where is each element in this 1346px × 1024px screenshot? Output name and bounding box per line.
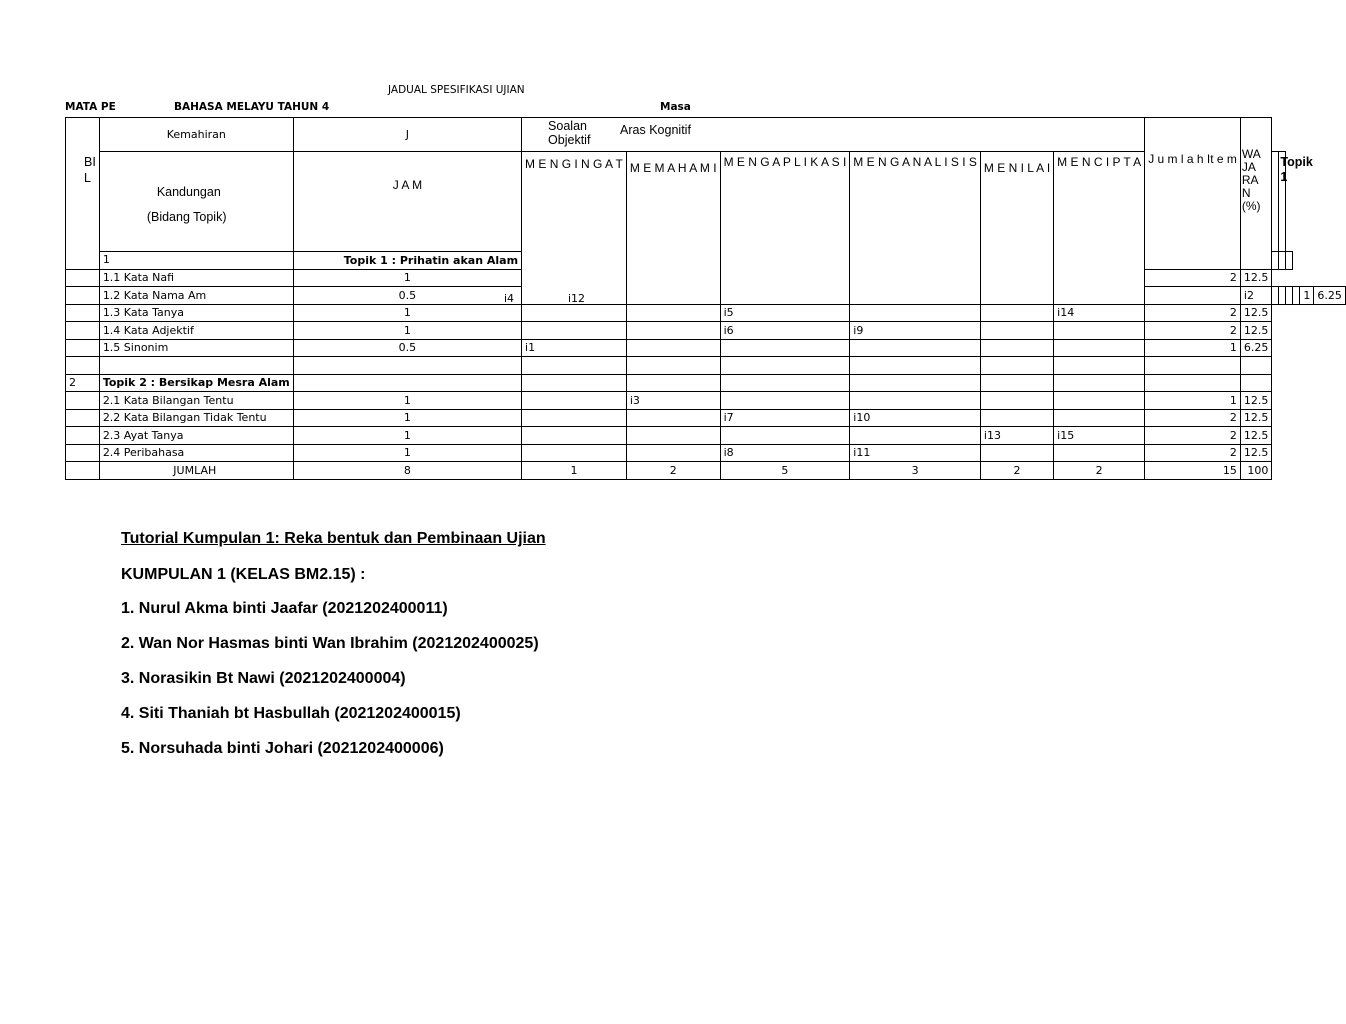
row-2-1-c2: i3 <box>626 392 720 410</box>
row-1-4-c3: i6 <box>720 322 850 340</box>
row-2-3-c6: i15 <box>1054 427 1145 445</box>
soalan-aras-header <box>522 118 1145 152</box>
row-1-3-c1 <box>522 304 627 322</box>
topic1-bil: 1 <box>99 252 293 270</box>
row-2-1-c5 <box>980 392 1053 410</box>
row-2-4-wajaran: 12.5 <box>1240 444 1272 462</box>
row-2-3-c5: i13 <box>980 427 1053 445</box>
total-c6: 2 <box>1054 462 1145 480</box>
member-2: 2. Wan Nor Hasmas binti Wan Ibrahim (2021202400025) <box>121 635 539 652</box>
row-1-5-jumlah: 1 <box>1145 339 1241 357</box>
row-1-2-jam: 0.5 <box>293 287 521 305</box>
table-row-bil <box>66 304 100 322</box>
row-1-4-c5 <box>980 322 1053 340</box>
row-1-2-c6 <box>1293 287 1300 305</box>
row-2-3-name: 2.3 Ayat Tanya <box>99 427 293 445</box>
row-2-3-jam: 1 <box>293 427 521 445</box>
row-2-2-c4: i10 <box>850 409 981 427</box>
topic1-cell <box>1272 152 1313 252</box>
row-1-4-c2 <box>626 322 720 340</box>
topic1-name: Topik 1 : Prihatin akan Alam <box>293 252 521 270</box>
member-3: 3. Norasikin Bt Nawi (2021202400004) <box>121 670 406 687</box>
table-row-bil <box>66 322 100 340</box>
row-2-2-name: 2.2 Kata Bilangan Tidak Tentu <box>99 409 293 427</box>
row-2-1-c1 <box>522 392 627 410</box>
row-2-1-c3 <box>720 392 850 410</box>
total-jumlah: 15 <box>1145 462 1241 480</box>
row-2-1-wajaran: 12.5 <box>1240 392 1272 410</box>
duration-label: Masa <box>660 101 691 113</box>
row-2-4-c1 <box>522 444 627 462</box>
row-2-2-c6 <box>1054 409 1145 427</box>
row-1-2-c1 <box>1145 287 1241 305</box>
row-1-3-wajaran: 12.5 <box>1240 304 1272 322</box>
mencipta-header: M E N C I P T A <box>1054 152 1145 305</box>
table-row-bil <box>66 287 100 305</box>
row-1-1-bil <box>66 269 100 287</box>
total-c5: 2 <box>980 462 1053 480</box>
row-2-4-jam: 1 <box>293 444 521 462</box>
total-c3: 5 <box>720 462 850 480</box>
kandungan-label: Kandungan <box>156 185 221 199</box>
row-1-3-jam: 1 <box>293 304 521 322</box>
row-2-2-jam: 1 <box>293 409 521 427</box>
table-row-bil <box>66 427 100 445</box>
row-1-1-wajaran: 12.5 <box>1240 269 1272 287</box>
document-title: JADUAL SPESIFIKASI UJIAN <box>388 84 525 96</box>
total-c1: 1 <box>522 462 627 480</box>
topic1-jam2 <box>1272 252 1279 270</box>
subject-name: BAHASA MELAYU TAHUN 4 <box>174 101 330 113</box>
bil-header: BI L <box>84 155 96 185</box>
row-1-1-name: 1.1 Kata Nafi <box>99 269 293 287</box>
row-2-3-c2 <box>626 427 720 445</box>
row-1-3-name: 1.3 Kata Tanya <box>99 304 293 322</box>
row-2-1-jumlah: 1 <box>1145 392 1241 410</box>
row-1-5-c6 <box>1054 339 1145 357</box>
row-2-3-c3 <box>720 427 850 445</box>
kandungan-header <box>99 152 293 252</box>
row-1-2-c2: i2 <box>1240 287 1272 305</box>
row-2-2-c1 <box>522 409 627 427</box>
total-label: JUMLAH <box>99 462 293 480</box>
row-1-3-c2 <box>626 304 720 322</box>
member-1: 1. Nurul Akma binti Jaafar (2021202400011) <box>121 600 448 617</box>
total-c2: 2 <box>626 462 720 480</box>
row-1-3-jumlah: 2 <box>1145 304 1241 322</box>
row-1-4-jumlah: 2 <box>1145 322 1241 340</box>
row-2-4-c2 <box>626 444 720 462</box>
soalan-objektif-label: Soalan Objektif <box>548 119 591 147</box>
menilai-header: M E N I L A I <box>980 152 1053 305</box>
row-2-4-c3: i8 <box>720 444 850 462</box>
table-row-bil <box>66 444 100 462</box>
table-row-bil <box>66 392 100 410</box>
total-c4: 3 <box>850 462 981 480</box>
spacer-row <box>66 357 1346 375</box>
row-1-1-c3: i4 <box>504 292 515 305</box>
row-1-5-c1: i1 <box>522 339 627 357</box>
row-1-4-c1 <box>522 322 627 340</box>
row-2-4-jumlah: 2 <box>1145 444 1241 462</box>
row-2-2-jumlah: 2 <box>1145 409 1241 427</box>
row-2-2-c5 <box>980 409 1053 427</box>
row-1-5-c4 <box>850 339 981 357</box>
row-1-3-c3: i5 <box>720 304 850 322</box>
row-1-5-c3 <box>720 339 850 357</box>
row-1-2-c4 <box>1279 287 1286 305</box>
aras-kognitif-label: Aras Kognitif <box>620 123 691 137</box>
row-1-2-name: 1.2 Kata Nama Am <box>99 287 293 305</box>
mengaplikasi-header: M E N G A P L I K A S I <box>720 152 850 305</box>
row-1-5-jam: 0.5 <box>293 339 521 357</box>
kemahiran-header: Kemahiran <box>99 118 293 152</box>
row-2-2-wajaran: 12.5 <box>1240 409 1272 427</box>
member-4: 4. Siti Thaniah bt Hasbullah (2021202400015) <box>121 705 461 722</box>
row-2-3-wajaran: 12.5 <box>1240 427 1272 445</box>
topic2-name: Topik 2 : Bersikap Mesra Alam <box>99 374 293 392</box>
row-1-1-jam: 1 <box>293 269 521 287</box>
bidang-topik-label: (Bidang Topik) <box>146 210 227 224</box>
row-2-4-c4: i11 <box>850 444 981 462</box>
menganalisis-header: M E N G A N A L I S I S <box>850 152 981 305</box>
specification-table <box>65 117 1346 480</box>
jumlah-item-header: J u m l a h It e m <box>1145 118 1241 270</box>
total-jam: 8 <box>293 462 521 480</box>
row-1-2-wajaran: 6.25 <box>1314 287 1346 305</box>
row-1-1-c5: i12 <box>568 292 586 305</box>
row-1-4-c4: i9 <box>850 322 981 340</box>
row-1-5-wajaran: 6.25 <box>1240 339 1272 357</box>
member-5: 5. Norsuhada binti Johari (2021202400006) <box>121 740 444 757</box>
row-1-3-c5 <box>980 304 1053 322</box>
row-2-1-c6 <box>1054 392 1145 410</box>
row-1-4-c6 <box>1054 322 1145 340</box>
row-2-1-name: 2.1 Kata Bilangan Tentu <box>99 392 293 410</box>
tutorial-heading: Tutorial Kumpulan 1: Reka bentuk dan Pembinaan Ujian <box>121 530 546 547</box>
row-1-2-c5 <box>1286 287 1293 305</box>
row-2-3-c1 <box>522 427 627 445</box>
row-1-5-c2 <box>626 339 720 357</box>
row-2-1-jam: 1 <box>293 392 521 410</box>
subject-label: MATA PE <box>65 101 116 113</box>
topic1-jumlah <box>1279 252 1286 270</box>
row-2-3-c4 <box>850 427 981 445</box>
row-1-4-jam: 1 <box>293 322 521 340</box>
mengingat-header: M E N G I N G A T <box>522 152 627 305</box>
j-header: J <box>293 118 521 152</box>
row-2-2-c2 <box>626 409 720 427</box>
topic1-label: Topik 1 <box>1280 155 1313 184</box>
row-1-3-c4 <box>850 304 981 322</box>
row-2-4-c6 <box>1054 444 1145 462</box>
row-1-2-c3 <box>1272 287 1279 305</box>
row-1-5-name: 1.5 Sinonim <box>99 339 293 357</box>
topic2-bil: 2 <box>66 374 100 392</box>
memahami-header: M E M A H A M I <box>626 152 720 305</box>
table-row-bil <box>66 339 100 357</box>
table-row-bil <box>66 409 100 427</box>
total-bil <box>66 462 100 480</box>
row-2-4-name: 2.4 Peribahasa <box>99 444 293 462</box>
row-2-1-c4 <box>850 392 981 410</box>
row-2-2-c3: i7 <box>720 409 850 427</box>
topic1-wajaran <box>1286 252 1293 270</box>
total-wajaran: 100 <box>1240 462 1272 480</box>
group-label: KUMPULAN 1 (KELAS BM2.15) : <box>121 566 366 583</box>
row-1-3-c6: i14 <box>1054 304 1145 322</box>
row-2-4-c5 <box>980 444 1053 462</box>
row-1-4-wajaran: 12.5 <box>1240 322 1272 340</box>
row-1-5-c5 <box>980 339 1053 357</box>
row-1-2-jumlah: 1 <box>1300 287 1314 305</box>
row-1-1-jumlah: 2 <box>1145 269 1241 287</box>
row-1-4-name: 1.4 Kata Adjektif <box>99 322 293 340</box>
jam-header: J A M <box>293 152 521 252</box>
row-2-3-jumlah: 2 <box>1145 427 1241 445</box>
wajaran-header: WA JA RA N (%) <box>1240 118 1272 270</box>
